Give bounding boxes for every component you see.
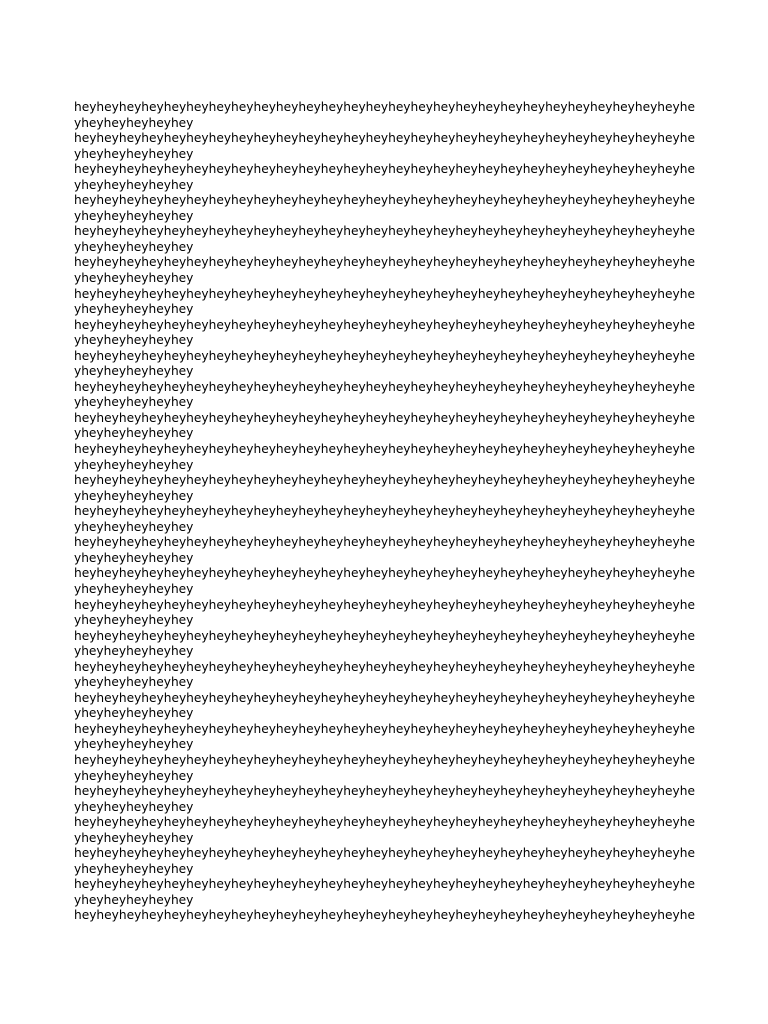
text-line-group-24 [74,815,714,846]
text-line: heyheyheyheyheyheyheyheyheyheyheyheyheyheyheyheyheyheyheyheyheyheyheyheyheyheyheyhe [74,690,695,705]
text-line: yheyheyheyheyhey [74,830,194,845]
text-line: heyheyheyheyheyheyheyheyheyheyheyheyheyheyheyheyheyheyheyheyheyheyheyheyheyheyheyhe [74,286,695,301]
text-line: heyheyheyheyheyheyheyheyheyheyheyheyheyheyheyheyheyheyheyheyheyheyheyheyheyheyheyhe [74,815,695,830]
text-line: heyheyheyheyheyheyheyheyheyheyheyheyheyheyheyheyheyheyheyheyheyheyheyheyheyheyheyhe [74,442,695,457]
text-line-group-11 [74,411,714,442]
text-line-group-14 [74,504,714,535]
text-line-group-13 [74,473,714,504]
text-line-group-12 [74,442,714,473]
text-line: heyheyheyheyheyheyheyheyheyheyheyheyheyheyheyheyheyheyheyheyheyheyheyheyheyheyheyhe [74,659,695,674]
text-line: yheyheyheyheyhey [74,799,194,814]
text-line: yheyheyheyheyhey [74,519,194,534]
text-line-group-16 [74,566,714,597]
text-line-group-1 [74,100,714,131]
text-line: heyheyheyheyheyheyheyheyheyheyheyheyheyheyheyheyheyheyheyheyheyheyheyheyheyheyheyhe [74,908,695,923]
text-line-group-20 [74,691,714,722]
text-line: heyheyheyheyheyheyheyheyheyheyheyheyheyheyheyheyheyheyheyheyheyheyheyheyheyheyheyhe [74,752,695,767]
text-line: yheyheyheyheyhey [74,395,194,410]
text-line-group-8 [74,318,714,349]
text-line: heyheyheyheyheyheyheyheyheyheyheyheyheyheyheyheyheyheyheyheyheyheyheyheyheyheyheyhe [74,100,695,114]
text-line: heyheyheyheyheyheyheyheyheyheyheyheyheyheyheyheyheyheyheyheyheyheyheyheyheyheyheyhe [74,224,695,239]
text-line-group-26 [74,877,714,908]
text-line: heyheyheyheyheyheyheyheyheyheyheyheyheyheyheyheyheyheyheyheyheyheyheyheyheyheyheyhe [74,535,695,550]
text-line-group-3 [74,162,714,193]
text-line: heyheyheyheyheyheyheyheyheyheyheyheyheyheyheyheyheyheyheyheyheyheyheyheyheyheyheyhe [74,566,695,581]
text-line: yheyheyheyheyhey [74,271,194,286]
text-line: heyheyheyheyheyheyheyheyheyheyheyheyheyheyheyheyheyheyheyheyheyheyheyheyheyheyheyhe [74,504,695,519]
text-line: yheyheyheyheyhey [74,861,194,876]
text-line-group-6 [74,255,714,286]
text-line: yheyheyheyheyhey [74,426,194,441]
text-line: heyheyheyheyheyheyheyheyheyheyheyheyheyheyheyheyheyheyheyheyheyheyheyheyheyheyheyhe [74,877,695,892]
text-line: heyheyheyheyheyheyheyheyheyheyheyheyheyheyheyheyheyheyheyheyheyheyheyheyheyheyheyhe [74,721,695,736]
text-line-group-21 [74,722,714,753]
text-line: heyheyheyheyheyheyheyheyheyheyheyheyheyheyheyheyheyheyheyheyheyheyheyheyheyheyheyhe [74,846,695,861]
text-line: heyheyheyheyheyheyheyheyheyheyheyheyheyheyheyheyheyheyheyheyheyheyheyheyheyheyheyhe [74,317,695,332]
text-line: yheyheyheyheyhey [74,613,194,628]
text-line: yheyheyheyheyhey [74,177,194,192]
text-line: heyheyheyheyheyheyheyheyheyheyheyheyheyheyheyheyheyheyheyheyheyheyheyheyheyheyheyhe [74,784,695,799]
text-line-group-19 [74,660,714,691]
text-line-group-17 [74,598,714,629]
text-line-group-5 [74,224,714,255]
text-line: heyheyheyheyheyheyheyheyheyheyheyheyheyheyheyheyheyheyheyheyheyheyheyheyheyheyheyhe [74,628,695,643]
text-line-group-10 [74,380,714,411]
text-line: yheyheyheyheyhey [74,302,194,317]
text-line: heyheyheyheyheyheyheyheyheyheyheyheyheyheyheyheyheyheyheyheyheyheyheyheyheyheyheyhe [74,193,695,208]
text-line: heyheyheyheyheyheyheyheyheyheyheyheyheyheyheyheyheyheyheyheyheyheyheyheyheyheyheyhe [74,162,695,177]
text-line: yheyheyheyheyhey [74,364,194,379]
text-line: yheyheyheyheyhey [74,488,194,503]
text-line: heyheyheyheyheyheyheyheyheyheyheyheyheyheyheyheyheyheyheyheyheyheyheyheyheyheyheyhe [74,379,695,394]
body-text [74,100,714,924]
text-line: yheyheyheyheyhey [74,146,194,161]
text-line-group-7 [74,287,714,318]
text-line: yheyheyheyheyhey [74,675,194,690]
text-line: yheyheyheyheyhey [74,333,194,348]
text-line: yheyheyheyheyhey [74,208,194,223]
text-line: yheyheyheyheyhey [74,239,194,254]
text-line: yheyheyheyheyhey [74,581,194,596]
text-line: yheyheyheyheyhey [74,550,194,565]
text-line-group-15 [74,535,714,566]
text-line: yheyheyheyheyhey [74,737,194,752]
text-line-group-2 [74,131,714,162]
text-line-group-23 [74,784,714,815]
text-line: yheyheyheyheyhey [74,115,194,130]
text-line: yheyheyheyheyhey [74,706,194,721]
text-line: heyheyheyheyheyheyheyheyheyheyheyheyheyheyheyheyheyheyheyheyheyheyheyheyheyheyheyhe [74,255,695,270]
text-line: heyheyheyheyheyheyheyheyheyheyheyheyheyheyheyheyheyheyheyheyheyheyheyheyheyheyheyhe [74,348,695,363]
text-line: heyheyheyheyheyheyheyheyheyheyheyheyheyheyheyheyheyheyheyheyheyheyheyheyheyheyheyhe [74,131,695,146]
text-line-group-25 [74,846,714,877]
text-line: yheyheyheyheyhey [74,457,194,472]
text-line: yheyheyheyheyhey [74,892,194,907]
text-line: heyheyheyheyheyheyheyheyheyheyheyheyheyheyheyheyheyheyheyheyheyheyheyheyheyheyheyhe [74,473,695,488]
text-line-group-9 [74,349,714,380]
text-line-group-18 [74,629,714,660]
text-line: heyheyheyheyheyheyheyheyheyheyheyheyheyheyheyheyheyheyheyheyheyheyheyheyheyheyheyhe [74,597,695,612]
text-line-group-27 [74,908,714,924]
text-line-group-22 [74,753,714,784]
text-line: yheyheyheyheyhey [74,768,194,783]
text-line-group-4 [74,193,714,224]
text-line: yheyheyheyheyhey [74,644,194,659]
text-line: heyheyheyheyheyheyheyheyheyheyheyheyheyheyheyheyheyheyheyheyheyheyheyheyheyheyheyhe [74,410,695,425]
